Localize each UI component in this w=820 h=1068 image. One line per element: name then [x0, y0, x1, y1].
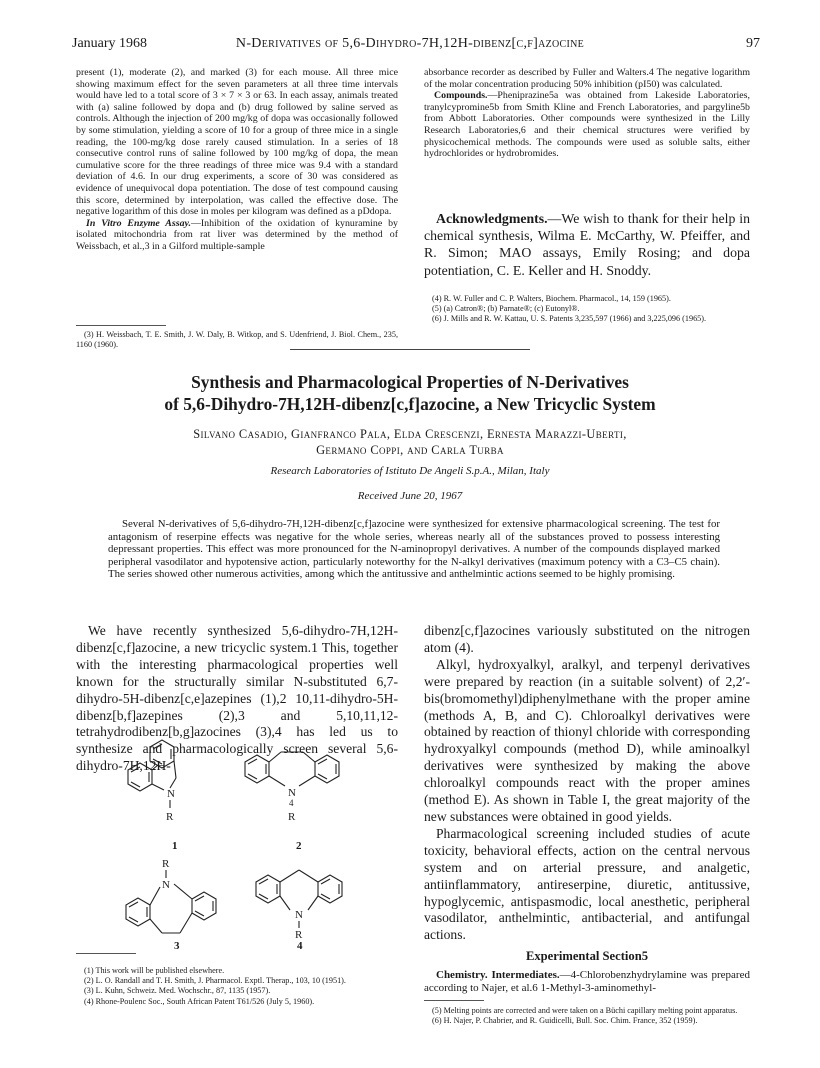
title-line: of 5,6-Dihydro-7H,12H-dibenz[c,f]azocine, a New Tricyclic System: [164, 394, 656, 414]
title-line: Synthesis and Pharmacological Properties of N-Derivatives: [191, 372, 629, 392]
r-group-label: R: [295, 929, 303, 941]
structure-label: 1: [172, 840, 178, 852]
structure-label: 4: [297, 940, 303, 952]
affiliation: Research Laboratories of Istituto De Angeli S.p.A., Milan, Italy: [270, 465, 550, 477]
footnote: (4) R. W. Fuller and C. P. Walters, Biochem. Pharmacol., 14, 159 (1965).: [432, 294, 671, 303]
section-heading: Experimental Section5: [525, 949, 649, 964]
article-divider: [290, 349, 530, 350]
nitrogen-atom-label: N: [162, 879, 170, 891]
received-date: Received June 20, 1967: [357, 490, 463, 502]
nitrogen-atom-label: N: [295, 909, 303, 921]
assay-heading: In Vitro Enzyme Assay.: [86, 217, 191, 229]
footnote: (2) L. O. Randall and T. H. Smith, J. Pharmacol. Exptl. Therap., 103, 10 (1951).: [84, 976, 346, 986]
paragraph: present (1), moderate (2), and marked (3) for each mouse. All three mice showing maximum effect for the seven parameters at all three time intervals would have led to a total score of 3 × 7 × 3 or 63. In each assay, animals treated with (a) saline followed by dopa and (b) drug followed by saline served as controls. Although the injection of 200 mg/kg of dopa was occasionally followed by some stimulation, yielding a score of 10 for a group of three mice in a single reading, the 100-mg/kg dose rarely caused stimulation. In a series of 18 consecutive control runs of saline followed by 100 mg/kg of dopa, the mean cumulative score for the three readings of three mice was 9.4 with a standard deviation of 4.6. In our drug experiments, a score of 30 was considered as evidence of unequivocal dopa potentiation. The dose of test compound causing this score, determined by interpolation, was called the effective dose. The negative logarithm of this dose in moles per kilogram was defined as a pDdopa.: [76, 67, 398, 218]
r-group-label: R: [162, 858, 170, 870]
structure-1-drawing: [110, 712, 220, 822]
running-title: N-Derivatives of 5,6-Dihydro-7H,12H-dibenz[c,f]azocine: [235, 36, 585, 51]
top-right-column: [424, 67, 750, 160]
paragraph: Alkyl, hydroxyalkyl, aralkyl, and terpenyl derivatives were prepared by reaction (in a suitable solvent) of 2,2′-bis(bromomethyl)diphenylmethane with the proper amine (methods A, B, and C). Chloroalkyl derivatives were obtained by reaction of thionyl chloride with corresponding hydroxyalkyl compounds (method D), while aminoalkyl derivatives were synthesized by making the above chloroalkyl compounds react with the proper amines (method E). As shown in Table I, the great majority of the new substances were obtained in good yields.: [424, 656, 750, 824]
structure-3-drawing: [118, 857, 228, 947]
top-left-footnotes: [76, 330, 398, 350]
r-group-label: R: [166, 811, 174, 823]
paragraph: —Pheniprazine5a was obtained from Lakeside Laboratories, tranylcypromine5b from Smith Kline and French Laboratories, and pargyline5b from Abbott Laboratories. Other compounds were synthesized in the Lilly Research Laboratories,6 and their chemical structures were verified by physicochemical methods. The compounds were used as soluble salts, either hydrochlorides or hydrobromides.: [424, 90, 750, 160]
paragraph: dibenz[c,f]azocines variously substituted on the nitrogen atom (4).: [424, 623, 750, 655]
structure-2-drawing: [235, 740, 355, 830]
footnote: (6) J. Mills and R. W. Kattau, U. S. Patents 3,235,597 (1966) and 3,225,096 (1965).: [432, 314, 707, 324]
structure-label: 2: [296, 840, 302, 852]
article-title: [60, 371, 760, 415]
authors: [60, 426, 760, 458]
page-number: 97: [746, 36, 760, 51]
footnote: (1) This work will be published elsewhere.: [84, 966, 225, 975]
r-group-label: R: [288, 811, 296, 823]
footnote: (4) Rhone-Poulenc Soc., South African Patent T61/526 (July 5, 1960).: [84, 996, 315, 1006]
footnote-divider: [76, 953, 136, 954]
footnote-divider: [76, 325, 166, 326]
abstract: [108, 518, 720, 581]
abstract-text: Several N-derivatives of 5,6-dihydro-7H,12H-dibenz[c,f]azocine were synthesized for extensive pharmacological screening. The test for antagonism of reserpine effects was negative for the whole series, whereas nearly all of the substances proved to possess interesting depressant properties. This effect was more pronounced for the N-aminopropyl derivatives. A number of the compounds displayed marked peripheral vasodilator and hypotensive action, particularly noteworthy for the N-alkyl derivatives (maximum potency with a C3–C5 chain). The series showed other numerous activities, among which the antitussive and anthelmintic actions seemed to be highly promising.: [108, 518, 720, 581]
header-date: January 1968: [72, 36, 148, 51]
paragraph: absorbance recorder as described by Fuller and Walters.4 The negative logarithm of the molar concentration producing 50% inhibition (pI50) was calculated.: [424, 67, 750, 90]
top-left-column: [76, 67, 398, 253]
footnote-divider: [424, 1000, 484, 1001]
structure-4-drawing: [248, 858, 358, 941]
footnote: (5) (a) Catron®; (b) Parnate®; (c) Eutonyl®.: [432, 304, 580, 314]
chemistry-heading: Chemistry. Intermediates.: [436, 969, 560, 982]
ack-text: —We wish to thank for their help in chemical synthesis, Wilma E. McCarthy, W. Pfeiffer, and R. Simon; MAO assays, Emily Rosing; and dopa potentiation, C. E. Keller and H. Snoddy.: [424, 211, 750, 278]
body-right-column: [424, 623, 750, 995]
paragraph: —4-Chlorobenzhydrylamine was prepared according to Najer, et al.6 1-Methyl-3-aminomethyl-: [424, 969, 750, 995]
footnote: (3) H. Weissbach, T. E. Smith, J. W. Daly, B. Witkop, and S. Udenfriend, J. Biol. Chem., 235, 1160 (1960).: [76, 330, 398, 350]
compounds-heading: Compounds.: [434, 90, 488, 102]
nitrogen-atom-label: N: [167, 788, 175, 800]
footnote: (5) Melting points are corrected and were taken on a Büchi capillary melting point apparatus.: [432, 1006, 738, 1015]
body-right-footnotes: [424, 1006, 750, 1026]
acknowledgments: [424, 210, 750, 279]
structure-label: 3: [174, 940, 180, 952]
position-number: 4: [289, 798, 294, 808]
paragraph: We have recently synthesized 5,6-dihydro-7H,12H-dibenz[c,f]azocine, a new tricyclic system.1 This, together with the interesting pharmacological properties well known for the structurally similar N-substituted 6,7-dihydro-5H-dibenz[c,e]azepines (1),2 10,11-dihydro-5H-dibenz[b,f]azepines (2),3 and 5,10,11,12-tetrahydrodibenz[b,g]azocines (3),4 has led us to synthesize and pharmacologically screen several 5,6-dihydro-7H,12H-: [76, 623, 398, 774]
ack-heading: Acknowledgments.: [436, 211, 548, 226]
paragraph: Pharmacological screening included studies of acute toxicity, behavioral effects, action on the central nervous system and on arterial pressure, and analgetic, antiinflammatory, antireserpine, diuretic, antitussive, hypoglycemic, antispasmodic, local anesthetic, peripheral vasodilator, anthelmintic, antibacterial, and antifungal actions.: [424, 825, 750, 943]
paragraph: —Inhibition of the oxidation of kynuramine by isolated mitochondria from rat liver was determined by the method of Weissbach, et al.,3 in a Gilford multiple-sample: [76, 217, 398, 252]
body-left-footnotes: [76, 966, 398, 1007]
footnote: (6) H. Najer, P. Chabrier, and R. Guidicelli, Bull. Soc. Chim. France, 352 (1959).: [432, 1016, 698, 1026]
top-right-footnotes: [424, 294, 750, 325]
footnote: (3) L. Kuhn, Schweiz. Med. Wochschr., 87, 1135 (1957).: [84, 986, 271, 996]
authors-line: Silvano Casadio, Gianfranco Pala, Elda Crescenzi, Ernesta Marazzi-Uberti,: [193, 427, 627, 441]
authors-line: Germano Coppi, and Carla Turba: [316, 443, 504, 457]
nitrogen-atom-label: N: [288, 787, 296, 799]
